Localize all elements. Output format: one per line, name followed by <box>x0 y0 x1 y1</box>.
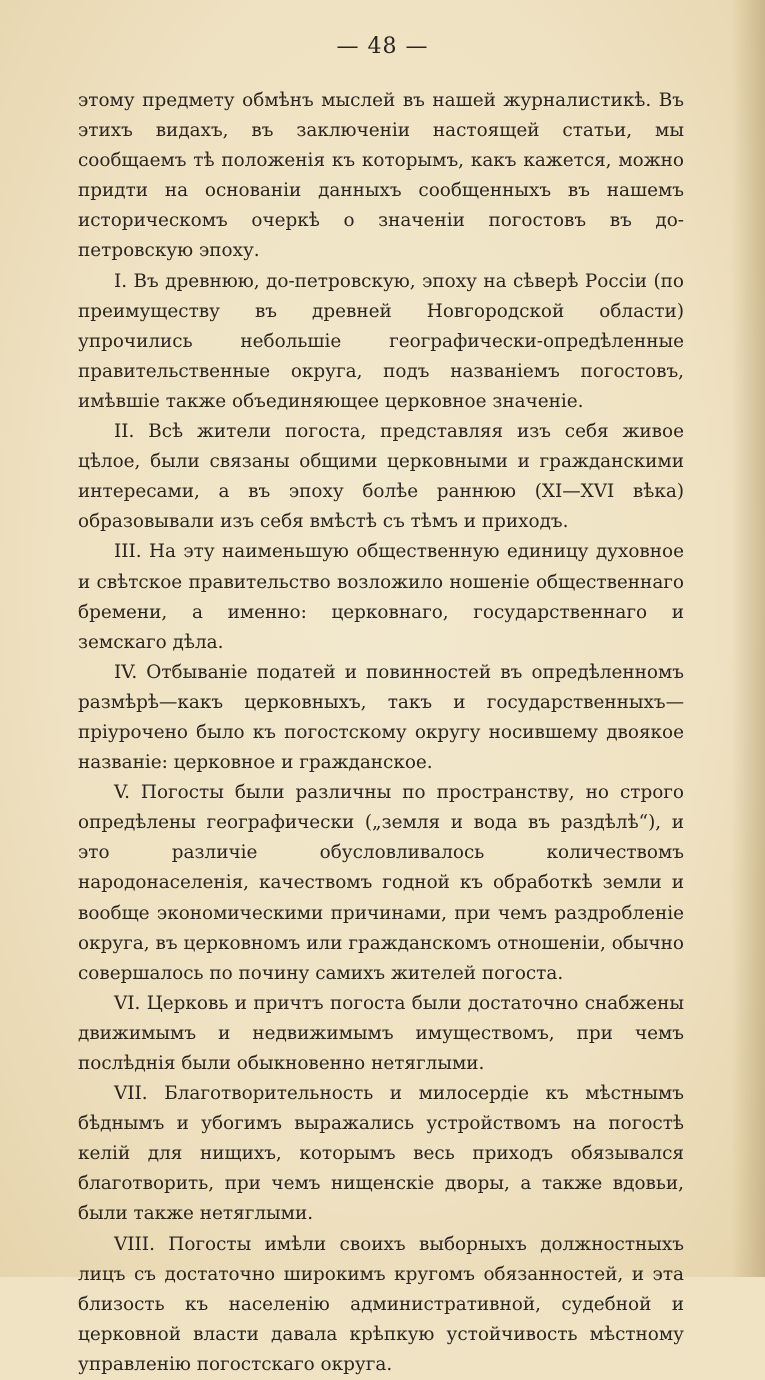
paragraph-intro: этому предмету обмѣнъ мыслей въ нашей журналистикѣ. Въ этихъ видахъ, въ заключенiи настоящей статьи, мы сообщаемъ тѣ положенiя къ которымъ, какъ кажется, можно придти на основанiи данныхъ сообщенныхъ въ нашемъ историческомъ очеркѣ о значенiи погостовъ въ до-петровскую эпоху. <box>78 90 684 262</box>
body-text <box>78 86 684 1380</box>
paragraph-5: V. Погосты были различны по пространству, но строго опредѣлены географически („земля и вода въ раздѣлѣ“), и это различiе обусловливалось количествомъ народонаселенiя, качествомъ годной къ обработкѣ земли и вообще экономическими причинами, при чемъ раздробленiе округа, въ церковномъ или гражданскомъ отношенiи, обычно совершалось по почину самихъ жителей погоста. <box>78 782 684 984</box>
paragraph-8: VIII. Погосты имѣли своихъ выборныхъ должностныхъ лицъ съ достаточно широкимъ кругомъ обязанностей, и эта близость къ населенiю административной, судебной и церковной власти давала крѣпкую устойчивость мѣстному управленiю погостскаго округа. <box>78 1233 684 1375</box>
paragraph-1: I. Въ древнюю, до-петровскую, эпоху на сѣверѣ Россiи (по преимуществу въ древней Новгородской области) упрочились небольшiе географически-опредѣленные правительственные округа, подъ названiемъ погостовъ, имѣвшiе также объединяющее церковное значенiе. <box>78 270 684 412</box>
paragraph-2: II. Всѣ жители погоста, представляя изъ себя живое цѣлое, были связаны общими церковными и гражданскими интересами, а въ эпоху болѣе раннюю (XI—XVI вѣка) образовывали изъ себя вмѣстѣ съ тѣмъ и приходъ. <box>78 421 684 533</box>
paragraph-7: VII. Благотворительность и милосердiе къ мѣстнымъ бѣднымъ и убогимъ выражались устройствомъ на погостѣ келiй для нищихъ, которымъ весь приходъ обязывался благотворить, при чемъ нищенскiе дворы, а также вдовьи, были также нетяглыми. <box>78 1083 684 1225</box>
paragraph-6: VI. Церковь и причтъ погоста были достаточно снабжены движимымъ и недвижимымъ имуществомъ, при чемъ послѣднiя были обыкновенно нетяглыми. <box>78 992 684 1074</box>
paragraph-4: IV. Отбыванiе податей и повинностей въ опредѣленномъ размѣрѣ—какъ церковныхъ, такъ и государственныхъ—прiурочено было къ погостскому округу носившему двоякое названiе: церковное и гражданское. <box>78 661 684 774</box>
page-number: — 48 — <box>336 34 429 59</box>
paragraph-3: III. На эту наименьшую общественную единицу духовное и свѣтское правительство возложило ношенiе общественнаго бремени, а именно: церковнаго, государственнаго и земскаго дѣла. <box>78 541 684 653</box>
page-spine-shadow <box>731 0 765 1277</box>
